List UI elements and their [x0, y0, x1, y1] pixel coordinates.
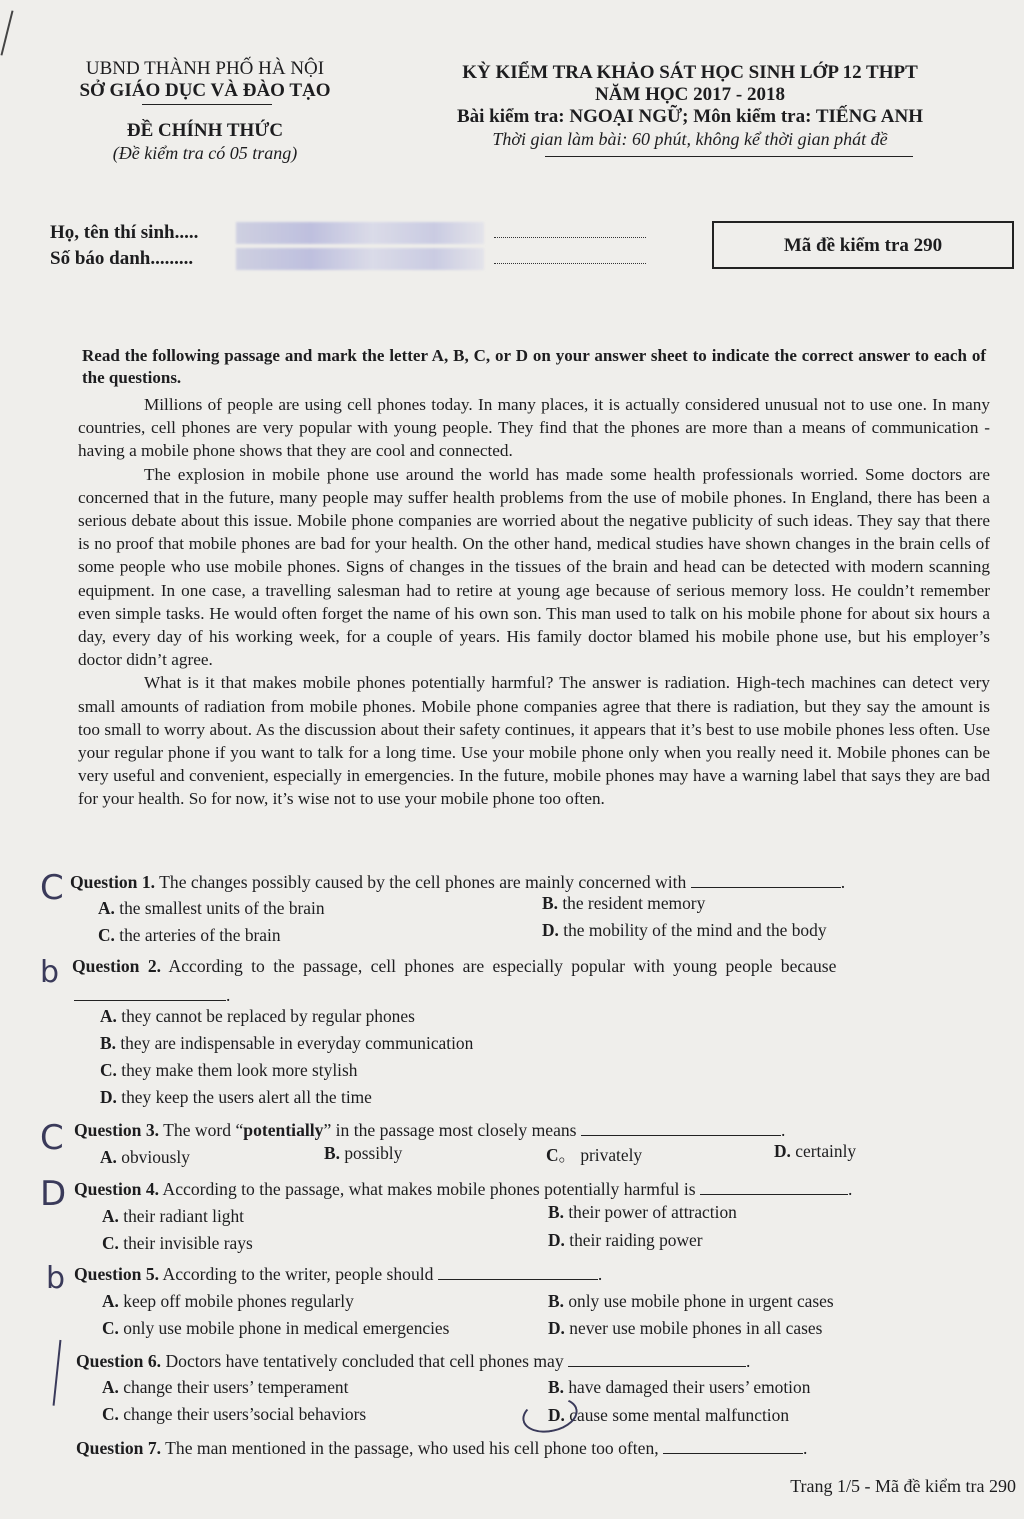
q1-option-a[interactable] [98, 898, 325, 919]
question-7 [76, 1437, 807, 1459]
q4-option-b[interactable] [548, 1202, 737, 1223]
option-letter: C. [98, 925, 115, 945]
question-1 [70, 871, 845, 893]
passage-paragraph-3: What is it that makes mobile phones potentially harmful? The answer is radiation. High-tech machines can detect very small amounts of radiation from mobile phones. Mobile phone companies agree that there is radiation, but they say the amount is too small to worry about. As the discussion about their safety continues, it appears that it’s best to use mobile phones less often. Use your regular phone if you want to talk for a long time. Use your mobile phone only when you really need it. Mobile phones can be very useful and convenient, especially in emergencies. In the future, mobile phones may have a warning label that says they are bad for your health. So for now, it’s wise not to use your mobile phone too often. [78, 673, 990, 809]
question-end: . [840, 872, 846, 892]
answer-blank [663, 1453, 803, 1454]
option-letter: A. [100, 1006, 117, 1026]
option-text: only use mobile phone in medical emergencies [123, 1318, 450, 1338]
q6-option-d[interactable] [548, 1405, 789, 1426]
option-text: the mobility of the mind and the body [563, 920, 827, 940]
page-footer: Trang 1/5 - Mã đề kiểm tra 290 [790, 1476, 1016, 1496]
redacted-number [236, 248, 484, 270]
page-count-note: (Đề kiểm tra có 05 trang) [112, 143, 298, 163]
school-year: NĂM HỌC 2017 - 2018 [595, 84, 785, 105]
q5-option-c[interactable] [102, 1318, 449, 1339]
option-text: they keep the users alert all the time [121, 1087, 372, 1107]
q3-option-b[interactable] [324, 1143, 402, 1164]
option-text: never use mobile phones in all cases [569, 1318, 823, 1338]
answer-blank [568, 1366, 746, 1367]
option-text: possibly [344, 1143, 403, 1163]
option-text: their raiding power [569, 1230, 703, 1250]
question-6-label: Question 6. [76, 1351, 162, 1371]
option-text: cause some mental malfunction [569, 1405, 790, 1425]
q5-option-d[interactable] [548, 1318, 822, 1339]
option-letter: A. [98, 898, 115, 918]
question-5 [74, 1263, 602, 1285]
exam-code-box: Mã đề kiểm tra 290 [712, 221, 1014, 269]
handwritten-mark-q5: b [46, 1261, 66, 1296]
option-text: change their users’ temperament [123, 1377, 349, 1397]
title-underline [545, 156, 913, 157]
option-text: change their users’social behaviors [123, 1404, 367, 1424]
option-text: have damaged their users’ emotion [568, 1377, 811, 1397]
answer-blank [691, 887, 841, 888]
question-end: . [226, 985, 231, 1005]
option-text: their radiant light [123, 1206, 245, 1226]
option-text: the resident memory [562, 893, 706, 913]
option-text: certainly [795, 1141, 857, 1161]
question-7-stem: The man mentioned in the passage, who used his cell phone too often, [165, 1438, 659, 1458]
option-letter: B. [548, 1291, 564, 1311]
time-limit: Thời gian làm bài: 60 phút, không kể thời gian phát đề [492, 129, 888, 149]
q6-option-c[interactable] [102, 1404, 366, 1425]
answer-circle-mark [519, 1393, 581, 1438]
option-letter: B. [548, 1377, 564, 1397]
q2-option-b[interactable] [100, 1033, 473, 1054]
issuer-underline [142, 104, 272, 105]
question-1-stem: The changes possibly caused by the cell phones are mainly concerned with [159, 872, 687, 892]
question-2-label: Question 2. [72, 956, 162, 976]
exam-title: KỲ KIỂM TRA KHẢO SÁT HỌC SINH LỚP 12 THPT [462, 62, 918, 83]
option-text: their invisible rays [123, 1233, 253, 1253]
q3-option-c[interactable]: C。 privately [546, 1145, 643, 1165]
question-3 [74, 1119, 785, 1141]
q2-option-a[interactable] [100, 1006, 415, 1027]
pen-tick-mark [0, 10, 13, 55]
option-text: obviously [121, 1147, 190, 1167]
question-3-stem-end: ” in the passage most closely means [323, 1120, 577, 1140]
option-letter: D. [774, 1141, 791, 1161]
option-letter: A. [102, 1377, 119, 1397]
option-letter: B. [324, 1143, 340, 1163]
question-1-label: Question 1. [70, 872, 156, 892]
issuer-block [40, 58, 370, 164]
question-6 [76, 1350, 750, 1372]
question-5-label: Question 5. [74, 1264, 160, 1284]
option-letter: D. [548, 1318, 565, 1338]
handwritten-mark-q4: D [40, 1174, 67, 1214]
reading-passage [78, 393, 990, 811]
number-dotted-line [494, 262, 646, 264]
issuer-department: SỞ GIÁO DỤC VÀ ĐÀO TẠO [79, 80, 331, 101]
question-7-label: Question 7. [76, 1438, 162, 1458]
q1-option-b[interactable] [542, 893, 705, 914]
option-letter: C. [102, 1404, 119, 1424]
option-text: the arteries of the brain [119, 925, 281, 945]
q3-option-d[interactable] [774, 1141, 856, 1162]
q4-option-d[interactable] [548, 1230, 703, 1251]
question-2-stem: According to the passage, cell phones are especially popular with young people because [168, 956, 837, 976]
question-end: . [847, 1179, 853, 1199]
question-2 [72, 955, 836, 977]
option-text: the smallest units of the brain [119, 898, 325, 918]
q6-option-b[interactable] [548, 1377, 810, 1398]
option-text: they cannot be replaced by regular phones [121, 1006, 415, 1026]
answer-blank [438, 1279, 598, 1280]
redacted-name [236, 222, 484, 244]
q1-option-c[interactable] [98, 925, 281, 946]
question-4-stem: According to the passage, what makes mobile phones potentially harmful is [162, 1179, 696, 1199]
option-letter: D. [548, 1230, 565, 1250]
q5-option-a[interactable] [102, 1291, 354, 1312]
option-letter: A. [102, 1206, 119, 1226]
q5-option-b[interactable] [548, 1291, 834, 1312]
handwritten-mark-q3: C [40, 1118, 64, 1158]
q2-option-d[interactable] [100, 1087, 372, 1108]
answer-blank [700, 1194, 848, 1195]
handwritten-stroke-q6 [53, 1340, 66, 1406]
candidate-number-label: Số báo danh......... [50, 248, 194, 269]
option-letter: A. [102, 1291, 119, 1311]
handwritten-mark-q1: C [40, 868, 64, 908]
official-label: ĐỀ CHÍNH THỨC [126, 120, 284, 141]
question-4-label: Question 4. [74, 1179, 160, 1199]
option-text: keep off mobile phones regularly [123, 1291, 354, 1311]
option-text: they make them look more stylish [121, 1060, 358, 1080]
question-3-stem-start: The word “ [163, 1120, 244, 1140]
q4-option-a[interactable] [102, 1206, 244, 1227]
option-letter: C [546, 1145, 559, 1165]
question-end: . [780, 1120, 786, 1140]
question-2-blank-line [74, 984, 230, 1006]
option-text: their power of attraction [568, 1202, 737, 1222]
candidate-name-label: Họ, tên thí sinh..... [50, 222, 199, 243]
handwritten-mark-q2: b [40, 955, 60, 990]
option-letter: C. [102, 1318, 119, 1338]
option-letter: D. [100, 1087, 117, 1107]
q2-option-c[interactable] [100, 1060, 357, 1081]
question-6-stem: Doctors have tentatively concluded that cell phones may [165, 1351, 564, 1371]
option-letter: B. [542, 893, 558, 913]
q6-option-a[interactable] [102, 1377, 348, 1398]
exam-subject: Bài kiểm tra: NGOẠI NGỮ; Môn kiểm tra: TIẾNG ANH [456, 106, 923, 127]
question-end: . [803, 1438, 808, 1458]
option-letter: D. [548, 1405, 565, 1425]
answer-blank [74, 1000, 226, 1001]
option-letter: D. [542, 920, 559, 940]
option-letter: A. [100, 1147, 117, 1167]
passage-paragraph-2: The explosion in mobile phone use around the world has made some health professionals worried. Some doctors are concerned that in the future, many people may suffer health problems from the use of mobile phones. In England, there has been a serious debate about this issue. Mobile phone companies are worried about the negative publicity of such ideas. They say that there is no proof that mobile phones are bad for your health. On the other hand, medical studies have shown changes in the brain cells of some people who use mobile phones. Signs of changes in the tissues of the brain and head can be detected with modern scanning equipment. In one case, a travelling salesman had to retire at young age because of serious memory loss. He couldn’t remember even simple tasks. He would often forget the name of his own son. This man used to talk on his mobile phone for about six hours a day, every day of his working week, for a couple of years. His family doctor blamed his mobile phone use, but his employer’s doctor didn’t agree. [78, 464, 990, 670]
question-3-label: Question 3. [74, 1120, 160, 1140]
issuer-city: UBND THÀNH PHỐ HÀ NỘI [85, 58, 325, 79]
q4-option-c[interactable] [102, 1233, 253, 1254]
option-letter: B. [100, 1033, 116, 1053]
option-letter: C. [100, 1060, 117, 1080]
q1-option-d[interactable] [542, 920, 827, 941]
question-4 [74, 1178, 852, 1200]
name-dotted-line [494, 236, 646, 238]
question-5-stem: According to the writer, people should [162, 1264, 434, 1284]
question-end: . [597, 1264, 603, 1284]
option-text: privately [580, 1145, 643, 1165]
question-end: . [746, 1351, 751, 1371]
option-letter: B. [548, 1202, 564, 1222]
option-letter: C. [102, 1233, 119, 1253]
q3-option-a[interactable] [100, 1147, 190, 1168]
passage-paragraph-1: Millions of people are using cell phones today. In many places, it is actually considered unusual not to use one. In many countries, cell phones are very popular with young people. They find that the phones are more than a means of communication - having a mobile phone shows that they are cool and connected. [78, 395, 990, 461]
answer-blank [581, 1135, 781, 1136]
question-3-keyword: potentially [243, 1120, 324, 1140]
instructions: Read the following passage and mark the letter A, B, C, or D on your answer sheet to indicate the correct answer to each of the questions. [82, 346, 986, 387]
exam-title-block [395, 62, 985, 150]
option-text: only use mobile phone in urgent cases [568, 1291, 834, 1311]
option-text: they are indispensable in everyday communication [120, 1033, 474, 1053]
